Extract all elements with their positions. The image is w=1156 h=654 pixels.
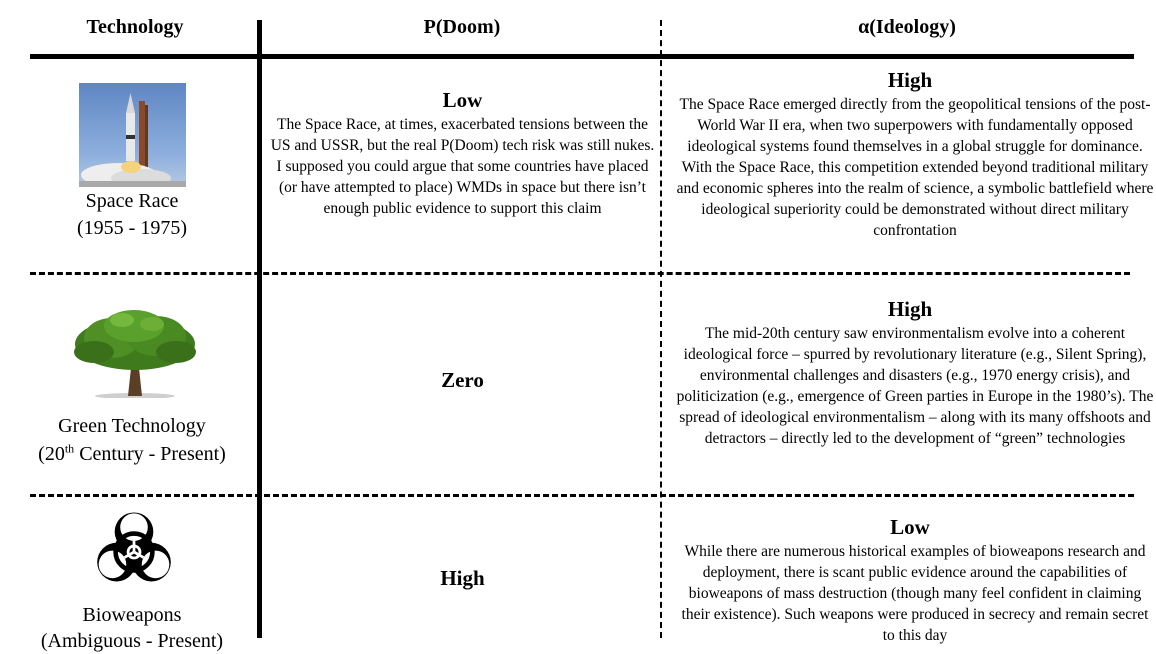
tech-period-green-technology: (20th Century - Present) [38, 441, 226, 465]
rocket-launch-image [79, 83, 186, 187]
column-divider-1 [257, 20, 262, 638]
header-technology: Technology [86, 16, 184, 38]
pdoom-rating-space-race: Low [442, 88, 483, 112]
tech-period-bioweapons: (Ambiguous - Present) [40, 630, 224, 652]
ideology-rating-bioweapons: Low [890, 515, 930, 539]
pdoom-rating-bioweapons: High [440, 566, 485, 590]
tree-image [70, 308, 200, 398]
pdoom-text-space-race: The Space Race, at times, exacerbated tensions between the US and USSR, but the real P(Doom) tech risk was still nukes. I supposed you could argue that some countries have placed (or have attempted to place) WMDs in space but there isn’t enough public evidence to support this claim [270, 116, 655, 217]
header-divider [30, 54, 1134, 59]
tech-period-space-race: (1955 - 1975) [77, 217, 187, 239]
ideology-text-space-race: The Space Race emerged directly from the geopolitical tensions of the post-World War II era, when two superpowers with fundamentally opposed ideological systems found themselves in a global struggle for dominance. With the Space Race, this competition extended beyond traditional military and economic spheres into the realm of science, a symbolic battlefield where ideological superiority could be demonstrated without direct military confrontation [676, 96, 1154, 239]
ideology-text-bioweapons: While there are numerous historical examples of bioweapons research and deployment, there is scant public evidence around the capabilities of bioweapons of mass destruction (though many feel confident in claiming their existence). Such weapons were produced in secrecy and remain secret to this day [681, 543, 1149, 644]
biohazard-icon [88, 506, 180, 598]
tech-name-bioweapons: Bioweapons [82, 604, 182, 626]
header-ideology: α(Ideology) [858, 16, 956, 38]
ideology-rating-green-technology: High [887, 297, 933, 321]
ideology-text-green-technology: The mid-20th century saw environmentalism evolve into a coherent ideological force – spurred by revolutionary literature (e.g., Silent Spring), environmental challenges and disasters (e.g., 1970 energy crisis), and politicization (e.g., emergence of Green parties in Europe in the 1980’s). The spread of ideological environmentalism – along with its many offshoots and detractors – directly led to the development of “green” technologies [676, 325, 1154, 447]
column-divider-2 [660, 20, 662, 638]
row-divider-1 [30, 272, 1130, 275]
row-divider-2 [30, 494, 1134, 497]
ideology-rating-space-race: High [887, 68, 933, 92]
pdoom-rating-green-technology: Zero [441, 368, 484, 392]
tech-name-green-technology: Green Technology [58, 415, 206, 437]
tech-name-space-race: Space Race [85, 190, 179, 212]
header-pdoom: P(Doom) [423, 16, 501, 38]
